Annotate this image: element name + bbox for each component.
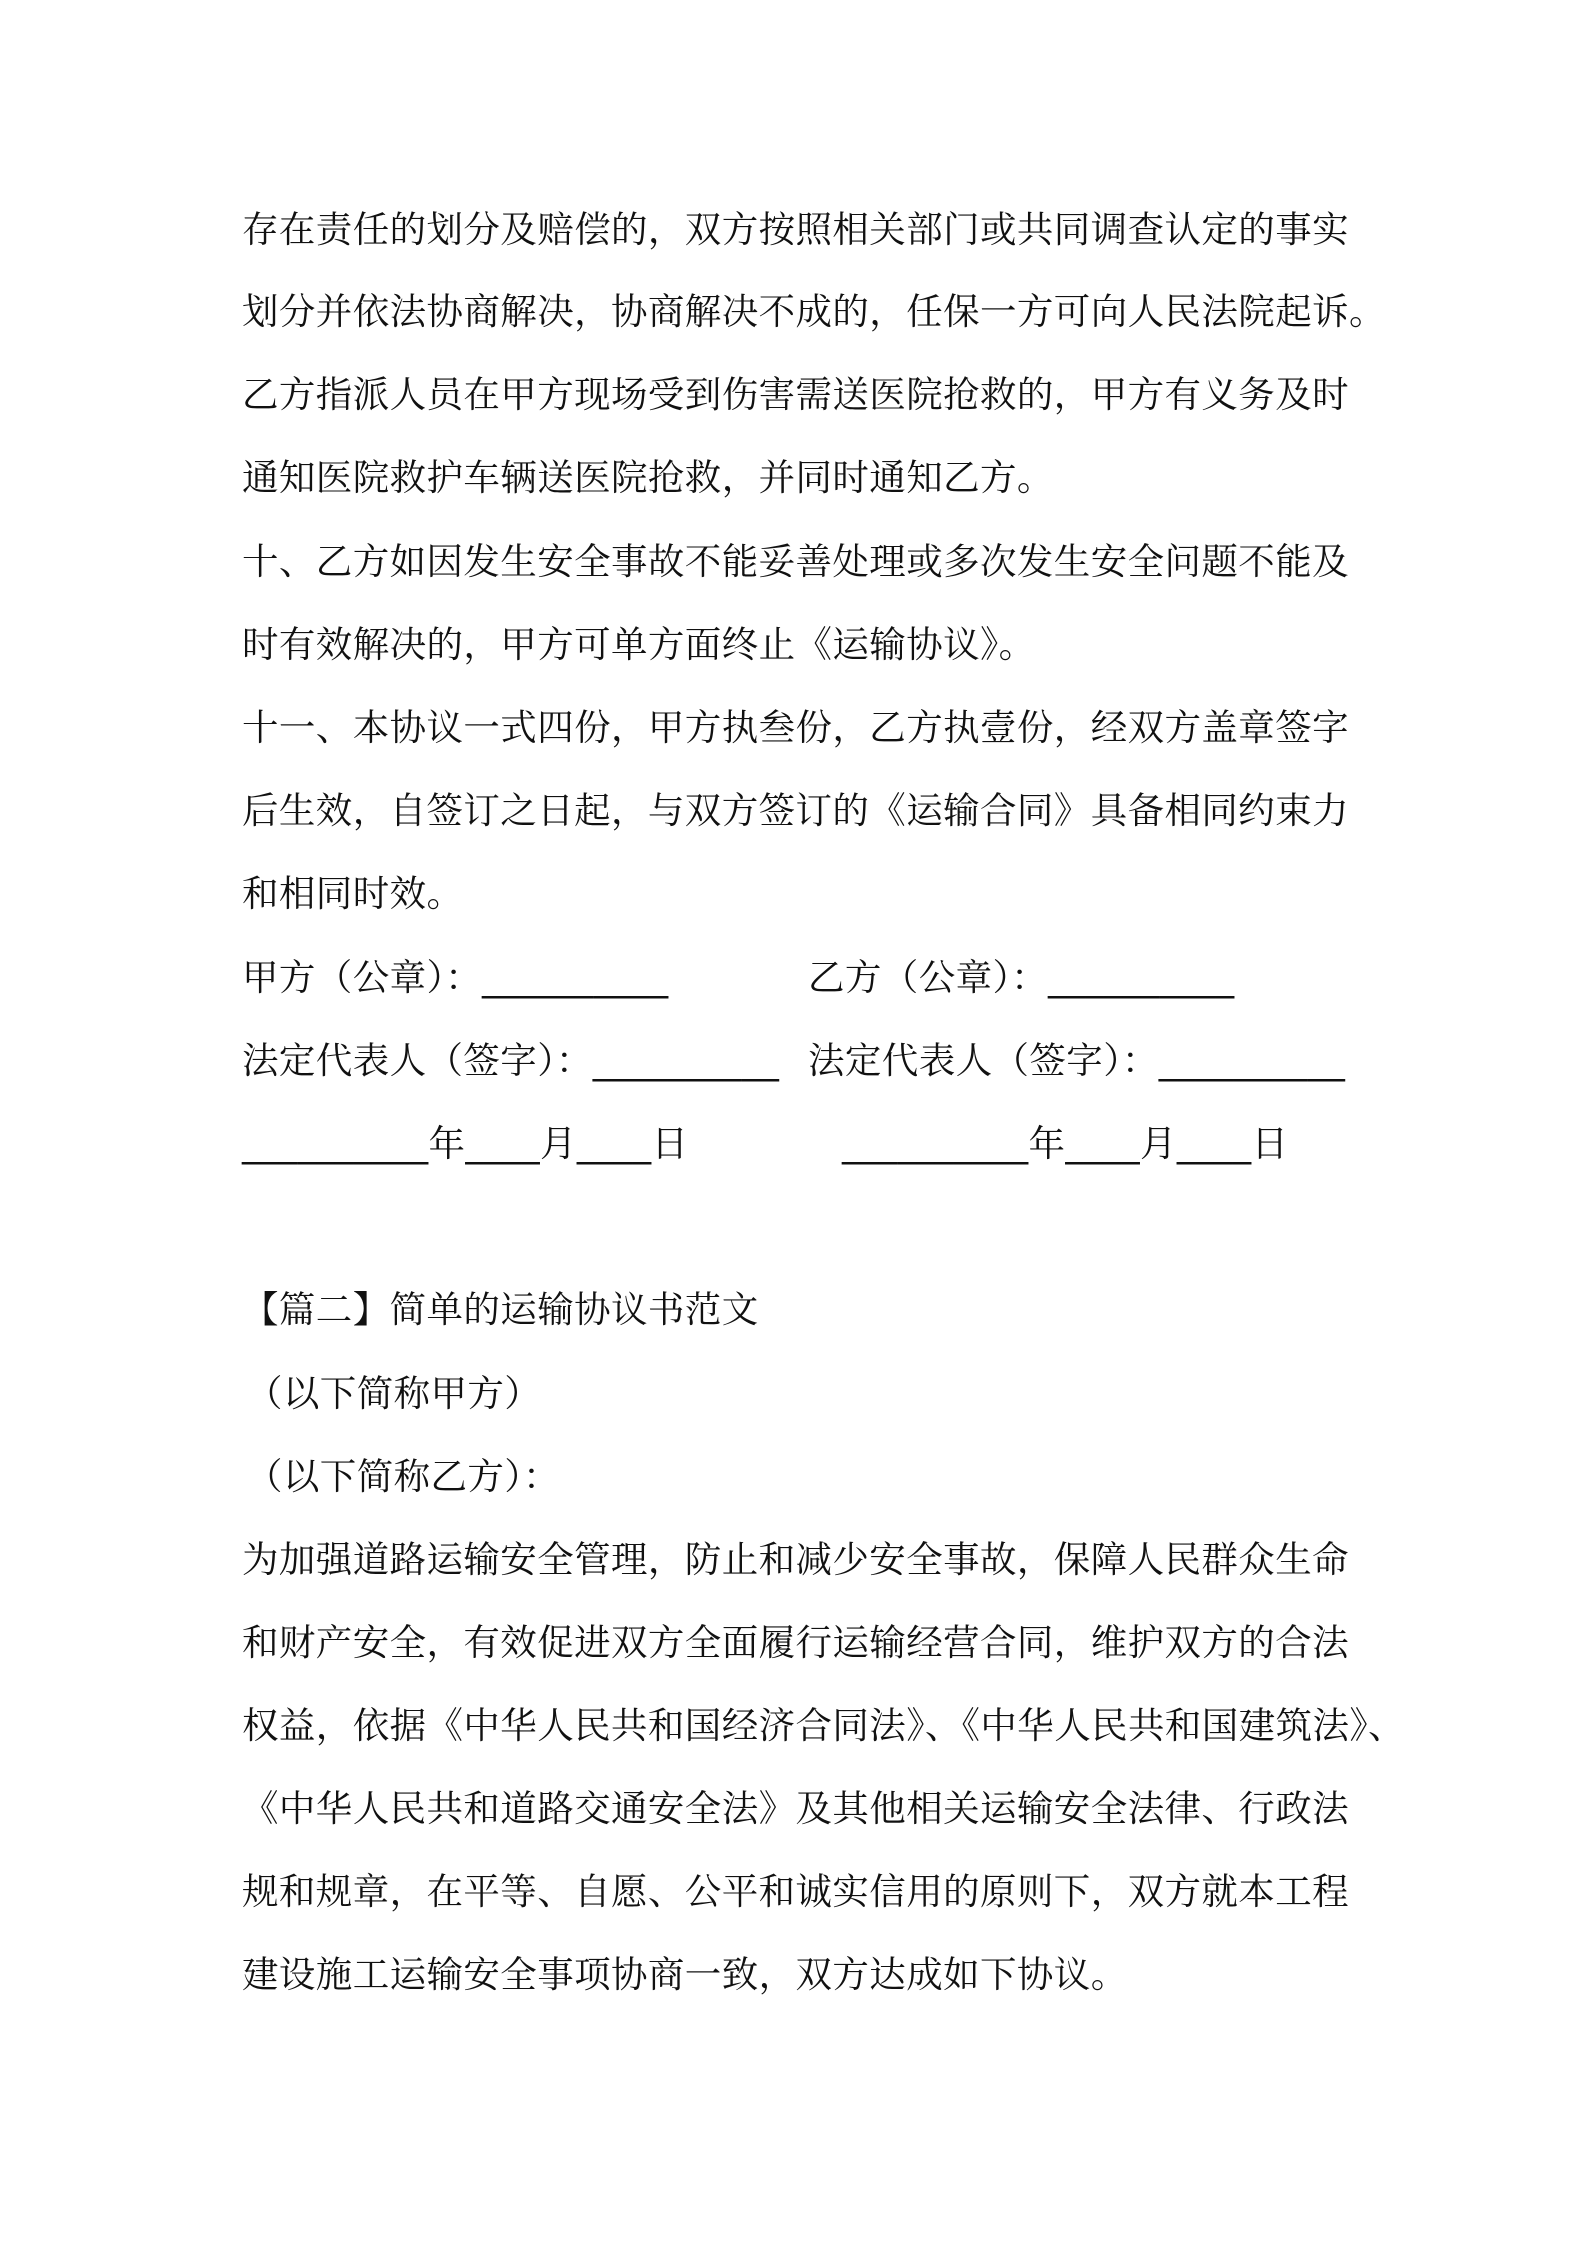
intro-line: 和财产安全，有效促进双方全面履行运输经营合同，维护双方的合法: [242, 1621, 1349, 1664]
clause-11-line: 后生效，自签订之日起，与双方签订的《运输合同》具备相同约束力: [242, 789, 1349, 832]
party-b-date-field: __________年____月____日: [842, 1122, 1289, 1165]
intro-line: 权益，依据《中华人民共和国经济合同法》、《中华人民共和国建筑法》、: [242, 1704, 1405, 1747]
party-a-designation: （以下简称甲方）: [246, 1372, 542, 1415]
section-two-heading: 【篇二】简单的运输协议书范文: [242, 1288, 759, 1331]
paragraph-liability-line: 通知医院救护车辆送医院抢救，并同时通知乙方。: [242, 456, 1054, 499]
party-b-representative-field: 法定代表人（签字）：__________: [808, 1039, 1346, 1082]
clause-11-line: 十一、本协议一式四份，甲方执叁份，乙方执壹份，经双方盖章签字: [242, 706, 1349, 749]
paragraph-liability-line: 存在责任的划分及赔偿的，双方按照相关部门或共同调查认定的事实: [242, 208, 1349, 251]
intro-line: 《中华人民共和道路交通安全法》及其他相关运输安全法律、行政法: [242, 1787, 1349, 1830]
party-a-representative-field: 法定代表人（签字）：__________: [242, 1039, 780, 1082]
paragraph-liability-line: 乙方指派人员在甲方现场受到伤害需送医院抢救的，甲方有义务及时: [242, 373, 1349, 416]
party-b-seal-field: 乙方（公章）：__________: [808, 956, 1235, 999]
intro-line: 为加强道路运输安全管理，防止和减少安全事故，保障人民群众生命: [242, 1538, 1349, 1581]
clause-11-line: 和相同时效。: [242, 872, 464, 915]
clause-10-line: 十、乙方如因发生安全事故不能妥善处理或多次发生安全问题不能及: [242, 540, 1349, 583]
paragraph-liability-line: 划分并依法协商解决，协商解决不成的，任保一方可向人民法院起诉。: [242, 290, 1386, 333]
party-b-designation: （以下简称乙方）：: [246, 1455, 560, 1498]
intro-line: 规和规章，在平等、自愿、公平和诚实信用的原则下，双方就本工程: [242, 1870, 1349, 1913]
party-a-date-field: __________年____月____日: [242, 1122, 689, 1165]
party-a-seal-field: 甲方（公章）：__________: [242, 956, 669, 999]
clause-10-line: 时有效解决的，甲方可单方面终止《运输协议》。: [242, 623, 1036, 666]
intro-line: 建设施工运输安全事项协商一致，双方达成如下协议。: [242, 1953, 1128, 1996]
